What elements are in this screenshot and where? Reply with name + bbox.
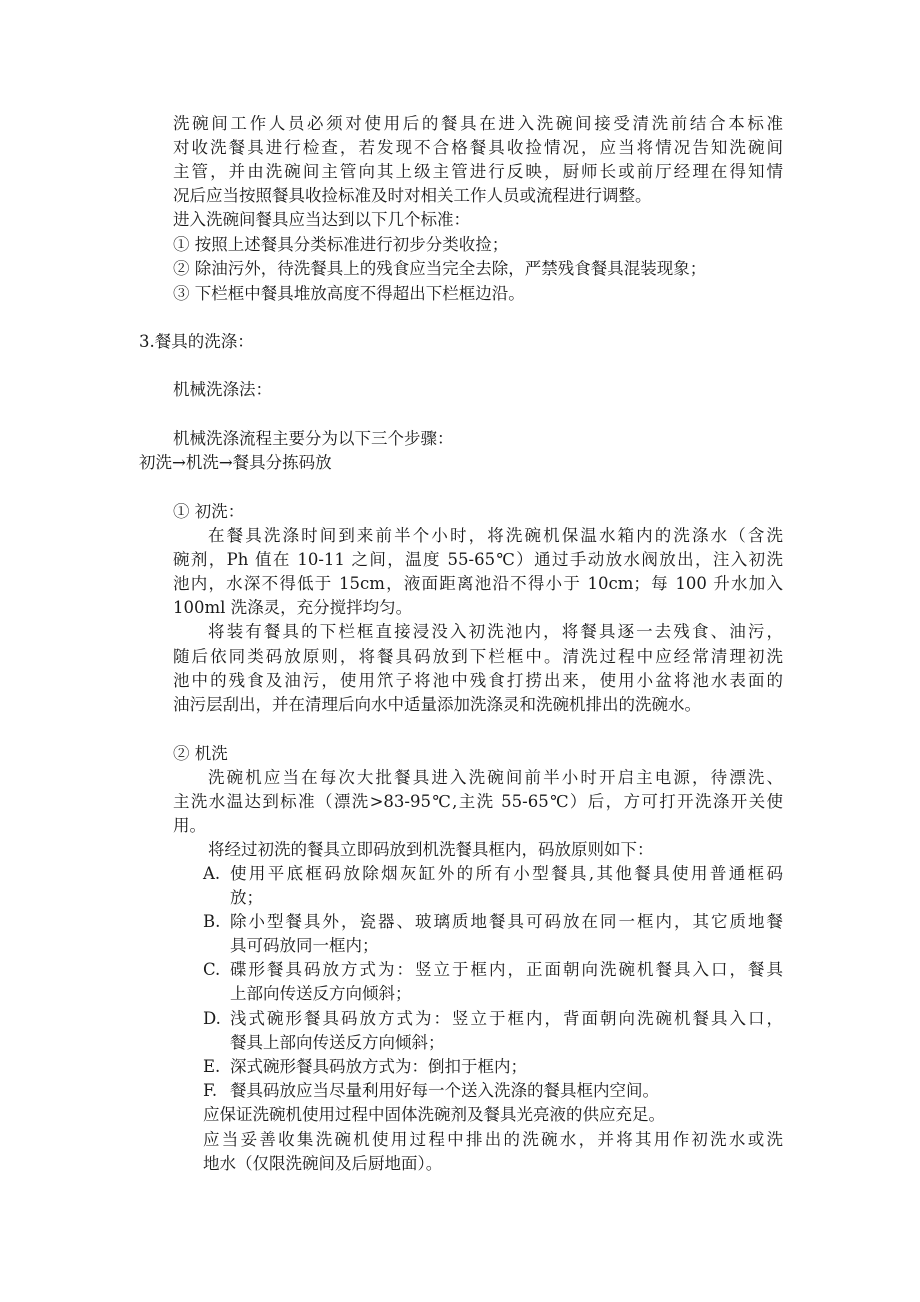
rules-intro: 将经过初洗的餐具立即码放到机洗餐具框内，码放原则如下： xyxy=(208,840,654,859)
rule-line: 使用平底框码放除烟灰缸外的所有小型餐具,其他餐具使用普通框码 xyxy=(230,864,783,883)
step-line: 在餐具洗涤时间到来前半个小时，将洗碗机保温水箱内的洗涤水（含洗 xyxy=(208,526,783,545)
rule-label: A. xyxy=(203,864,221,883)
rule-line: 具可码放同一框内； xyxy=(230,936,379,955)
step-title: ② 机洗 xyxy=(173,744,228,763)
rule-label: D. xyxy=(203,1009,221,1028)
standard-item: ① 按照上述餐具分类标准进行初步分类收捡； xyxy=(173,235,509,254)
rule-label: F. xyxy=(203,1081,218,1100)
rule-label: B. xyxy=(203,912,221,931)
closing-line: 应当妥善收集洗碗机使用过程中排出的洗碗水，并将其用作初洗水或洗 xyxy=(203,1130,783,1149)
closing-line: 应保证洗碗机使用过程中固体洗碗剂及餐具光亮液的供应充足。 xyxy=(203,1105,665,1124)
step-line: 用。 xyxy=(173,816,206,835)
step-title: ① 初洗： xyxy=(173,502,245,521)
process-intro: 机械洗涤流程主要分为以下三个步骤： xyxy=(173,429,454,448)
intro-line: 主管，并由洗碗间主管向其上级主管进行反映，厨师长或前厅经理在得知情 xyxy=(173,162,783,181)
step-line: 洗碗机应当在每次大批餐具进入洗碗间前半小时开启主电源，待漂洗、 xyxy=(208,768,783,787)
step-line: 油污层刮出，并在清理后向水中适量添加洗涤灵和洗碗机排出的洗碗水。 xyxy=(173,695,701,714)
rule-line: 碟形餐具码放方式为：竖立于框内，正面朝向洗碗机餐具入口，餐具 xyxy=(230,960,783,979)
closing-line: 地水（仅限洗碗间及后厨地面）。 xyxy=(203,1154,443,1173)
standard-item: ③ 下栏框中餐具堆放高度不得超出下栏框边沿。 xyxy=(173,284,525,303)
rule-line: 浅式碗形餐具码放方式为：竖立于框内，背面朝向洗碗机餐具入口， xyxy=(230,1009,783,1028)
step-line: 池中的残食及油污，使用笊子将池中残食打捞出来，使用小盆将池水表面的 xyxy=(173,671,783,690)
rule-line: 上部向传送反方向倾斜； xyxy=(230,984,412,1003)
step-line: 碗剂，Ph 值在 10-11 之间，温度 55-65℃）通过手动放水阀放出，注入初洗 xyxy=(173,550,783,569)
step-line: 随后依同类码放原则，将餐具码放到下栏框中。清洗过程中应经常清理初洗 xyxy=(173,647,783,666)
rule-line: 餐具上部向传送反方向倾斜； xyxy=(230,1033,445,1052)
step-line: 主洗水温达到标准（漂洗>83-95℃,主洗 55-65℃）后，方可打开洗涤开关使 xyxy=(173,792,783,811)
step-line: 池内，水深不得低于 15cm，液面距离池沿不得小于 10cm；每 100 升水加入 xyxy=(173,574,783,593)
process-flow: 初洗→机洗→餐具分拣码放 xyxy=(139,453,332,472)
rule-line: 除小型餐具外，瓷器、玻璃质地餐具可码放在同一框内，其它质地餐 xyxy=(230,912,783,931)
intro-line: 对收洗餐具进行检查，若发现不合格餐具收捡情况，应当将情况告知洗碗间 xyxy=(173,138,783,157)
step-line: 100ml 洗涤灵，充分搅拌均匀。 xyxy=(173,598,413,617)
rule-line: 深式碗形餐具码放方式为：倒扣于框内； xyxy=(230,1057,527,1076)
rule-line: 放； xyxy=(230,888,263,907)
method-title: 机械洗涤法： xyxy=(173,380,272,399)
standards-heading: 进入洗碗间餐具应当达到以下几个标准： xyxy=(173,210,470,229)
intro-line: 洗碗间工作人员必须对使用后的餐具在进入洗碗间接受清洗前结合本标准 xyxy=(173,114,783,133)
step-line: 将装有餐具的下栏框直接浸没入初洗池内，将餐具逐一去残食、油污， xyxy=(208,622,783,641)
standard-item: ② 除油污外，待洗餐具上的残食应当完全去除，严禁残食餐具混装现象； xyxy=(173,259,707,278)
rule-label: E. xyxy=(203,1057,221,1076)
intro-line: 况后应当按照餐具收捡标准及时对相关工作人员或流程进行调整。 xyxy=(173,186,652,205)
rule-line: 餐具码放应当尽量利用好每一个送入洗涤的餐具框内空间。 xyxy=(230,1081,659,1100)
section-heading: 3.餐具的洗涤： xyxy=(139,332,254,351)
rule-label: C. xyxy=(203,960,221,979)
